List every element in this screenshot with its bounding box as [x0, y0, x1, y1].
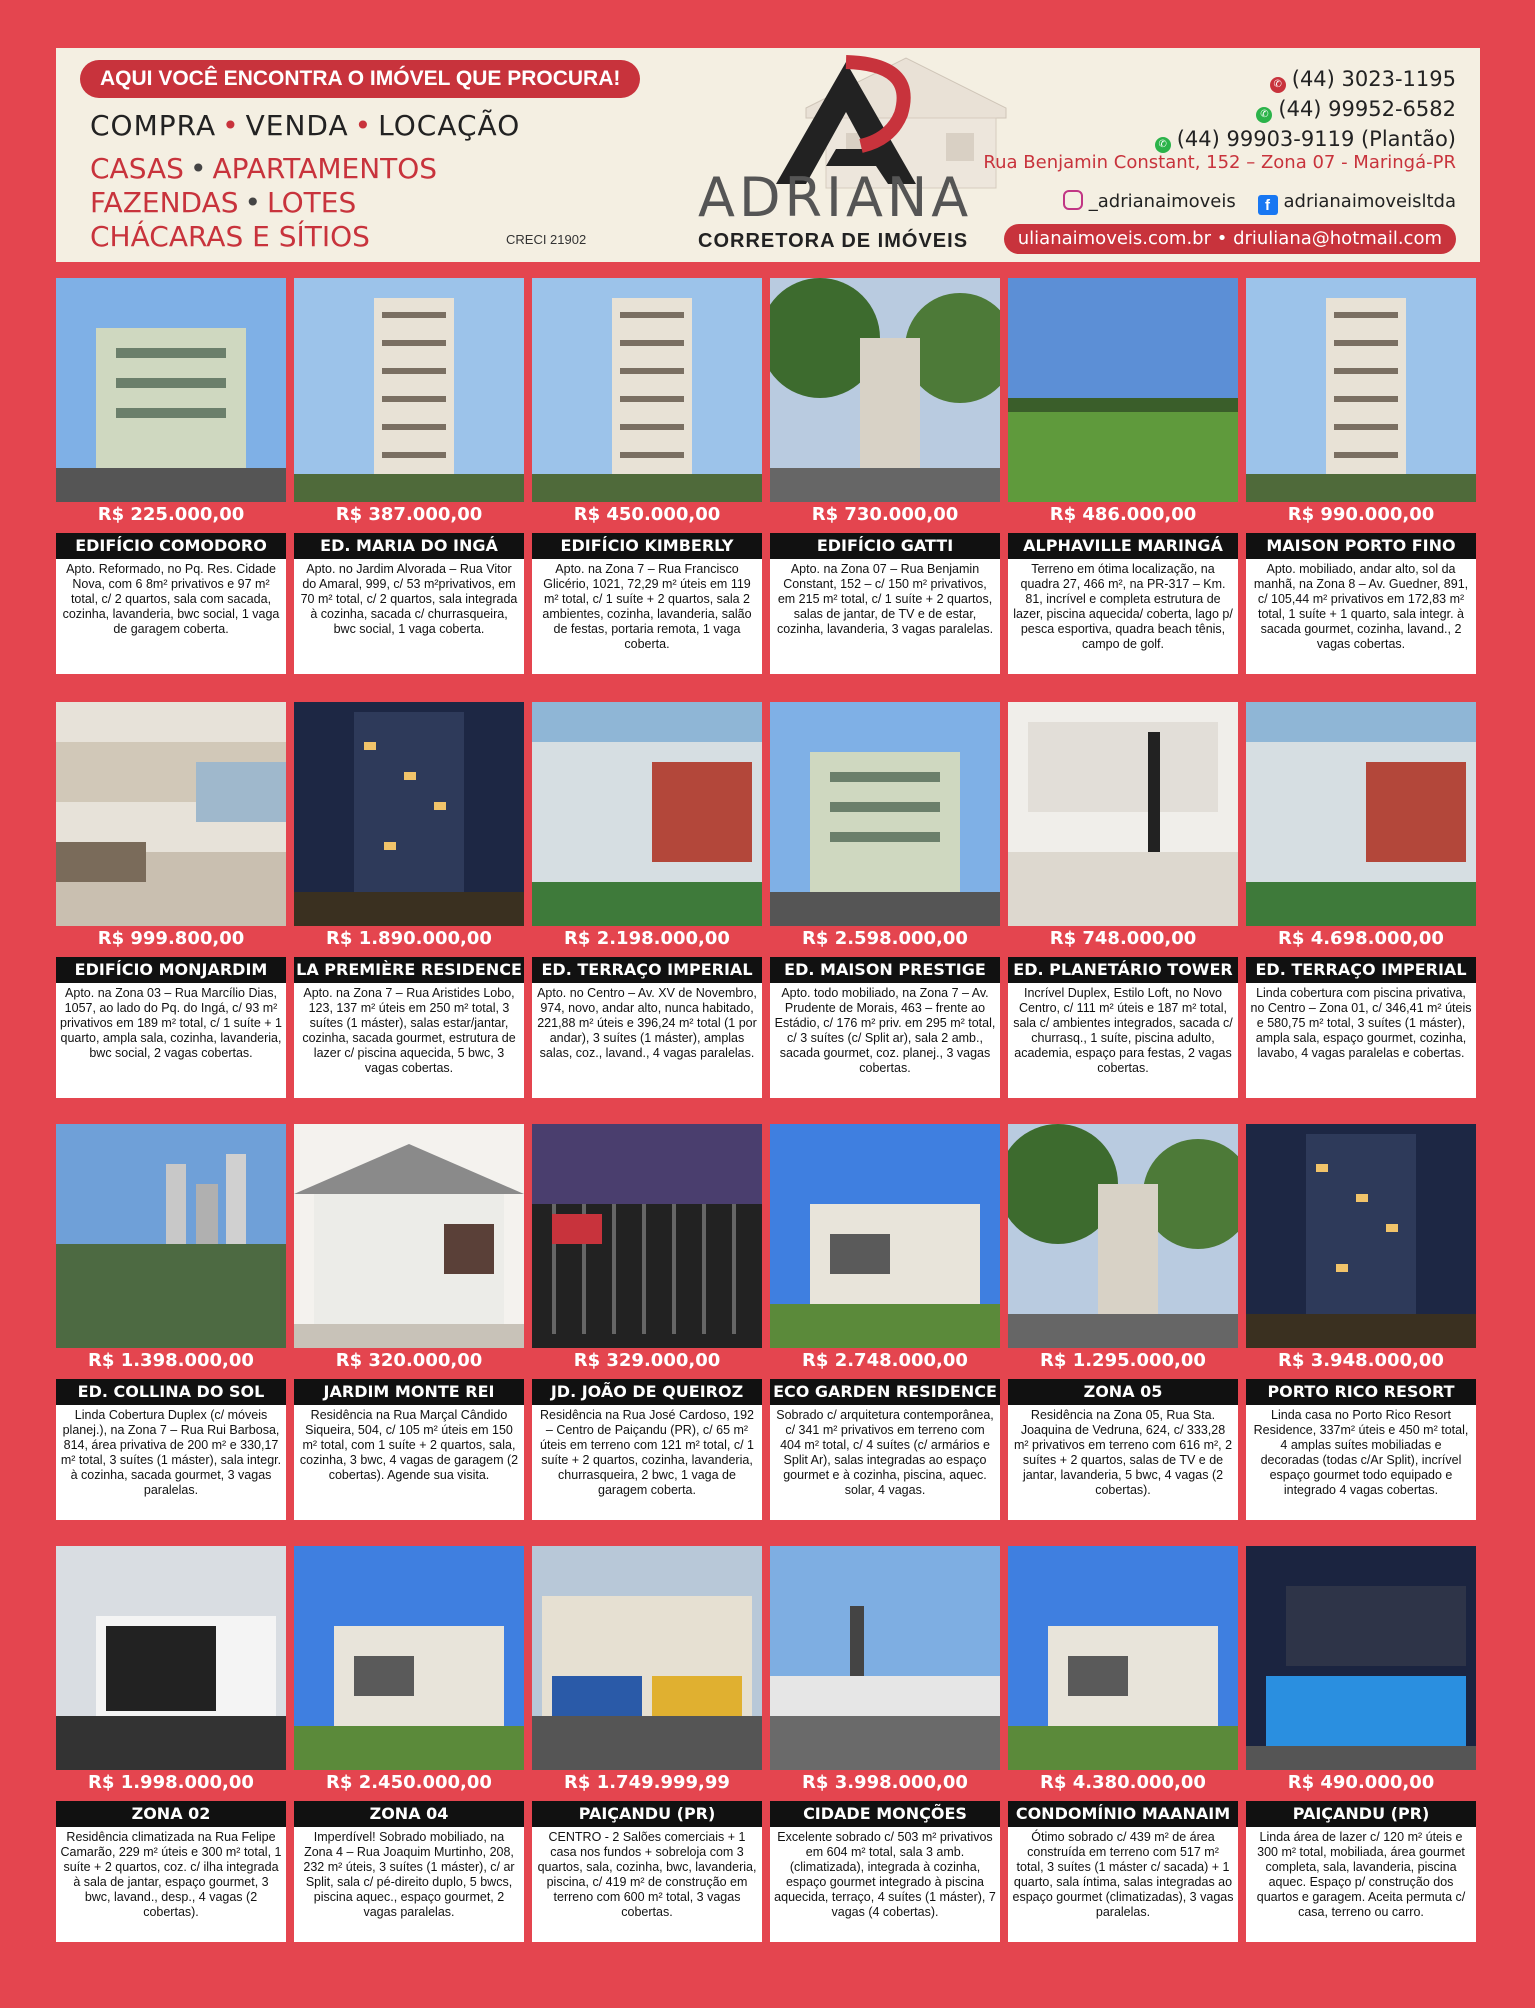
listing-card[interactable]: [1008, 1124, 1238, 1524]
listing-title: ED. MAISON PRESTIGE: [770, 957, 1000, 983]
contact-list: [1155, 64, 1456, 154]
listing-description: Apto. no Centro – Av. XV de Novembro, 974, novo, andar alto, nunca habitado, 221,88 m² úteis e 396,24 m² total (1 por andar), 3 suítes (1 máster), amplas salas, coz., lavand., 4 vagas paralelas.: [532, 983, 762, 1098]
listing-photo: [770, 702, 1000, 926]
listing-description: Linda área de lazer c/ 120 m² úteis e 300 m² total, mobiliada, área gourmet completa, sala, lavanderia, piscina aquec. Espaço p/ construção dos quartos e garagem. Aceita permuta c/ casa, terreno ou carro.: [1246, 1827, 1476, 1942]
instagram-icon: [1063, 190, 1083, 210]
listing-card[interactable]: [532, 702, 762, 1102]
listing-card[interactable]: [294, 1546, 524, 1946]
phone-whatsapp-2[interactable]: ✆ (44) 99903-9119 (Plantão): [1155, 124, 1456, 154]
listing-description: Apto. na Zona 7 – Rua Aristides Lobo, 123, 137 m² úteis em 250 m² total, 3 suítes (1 máster), salas estar/jantar, cozinha, sacada gourmet, estrutura de lazer c/ piscina aquecida, 5 bwc, 3 vagas cobertas.: [294, 983, 524, 1098]
whatsapp-icon: ✆: [1155, 137, 1171, 153]
listing-photo: [532, 1546, 762, 1770]
listing-price: R$ 748.000,00: [1049, 928, 1197, 949]
listing-photo: [294, 1546, 524, 1770]
creci-number: CRECI 21902: [506, 232, 587, 247]
listing-price: R$ 329.000,00: [573, 1350, 721, 1371]
listing-title: ECO GARDEN RESIDENCE: [770, 1379, 1000, 1405]
listing-description: Apto. na Zona 7 – Rua Francisco Glicério, 1021, 72,29 m² úteis em 119 m² total, c/ 1 suíte + 2 quartos, sala 2 ambientes, cozinha, lavanderia, salão de festas, portaria remota, 1 vaga coberta.: [532, 559, 762, 674]
listing-title: EDIFÍCIO MONJARDIM: [56, 957, 286, 983]
listing-photo: [56, 702, 286, 926]
listing-description: Residência na Rua Marçal Cândido Siqueira, 504, c/ 105 m² úteis em 150 m² total, com 1 suíte + 2 quartos, sala, cozinha, 3 bwc, 4 vagas de garagem (2 cobertas). Agende sua visita.: [294, 1405, 524, 1520]
social-links: [1063, 190, 1456, 215]
listing-card[interactable]: [532, 278, 762, 678]
listing-price: R$ 2.450.000,00: [326, 1772, 492, 1793]
listing-description: CENTRO - 2 Salões comerciais + 1 casa nos fundos + sobreloja com 3 quartos, sala, cozinha, bwc, lavanderia, piscina, c/ 419 m² de construção em terreno com 600 m² total, 3 vagas cobertas.: [532, 1827, 762, 1942]
listing-photo: [1246, 278, 1476, 502]
office-address: Rua Benjamin Constant, 152 – Zona 07 - Maringá-PR: [983, 152, 1456, 173]
listing-description: Apto. mobiliado, andar alto, sol da manhã, na Zona 8 – Av. Guedner, 891, c/ 105,44 m² privativos em 172,83 m² total, 1 suíte + 1 quarto, sala integr. à sacada gourmet, cozinha, lavand., 2 vagas cobertas.: [1246, 559, 1476, 674]
listing-card[interactable]: [770, 1546, 1000, 1946]
listing-description: Apto. Reformado, no Pq. Res. Cidade Nova, com 6 8m² privativos e 97 m² total, c/ 2 quartos, sala com sacada, cozinha, lavanderia, bwc social, 1 vaga de garagem coberta.: [56, 559, 286, 674]
listing-price: R$ 4.698.000,00: [1278, 928, 1444, 949]
listing-photo: [1008, 1124, 1238, 1348]
listing-photo: [1008, 1546, 1238, 1770]
listing-price: R$ 450.000,00: [573, 504, 721, 525]
listing-title: JARDIM MONTE REI: [294, 1379, 524, 1405]
listing-title: ALPHAVILLE MARINGÁ: [1008, 533, 1238, 559]
listing-price: R$ 999.800,00: [97, 928, 245, 949]
listing-card[interactable]: [1008, 278, 1238, 678]
listing-description: Imperdível! Sobrado mobiliado, na Zona 4 – Rua Joaquim Murtinho, 208, 232 m² úteis, 3 suítes (1 máster), c/ ar Split, sala c/ pé-direito duplo, 5 bwcs, piscina aquec., espaço gourmet, 2 vagas paralelas.: [294, 1827, 524, 1942]
listing-description: Terreno em ótima localização, na quadra 27, 466 m², na PR-317 – Km. 81, incrível e completa estrutura de lazer, piscina aquecida/ coberta, lago p/ pesca esportiva, quadra beach tênis, campo de golf.: [1008, 559, 1238, 674]
listing-card[interactable]: [770, 1124, 1000, 1524]
listing-card[interactable]: [294, 702, 524, 1102]
listing-photo: [532, 1124, 762, 1348]
type-ranches: CHÁCARAS E SÍTIOS: [90, 220, 370, 253]
listing-title: ED. PLANETÁRIO TOWER: [1008, 957, 1238, 983]
listing-price: R$ 2.198.000,00: [564, 928, 730, 949]
listing-card[interactable]: [294, 1124, 524, 1524]
listing-card[interactable]: [56, 1124, 286, 1524]
listing-price: R$ 1.890.000,00: [326, 928, 492, 949]
listing-title: PAIÇANDU (PR): [532, 1801, 762, 1827]
listing-price: R$ 1.749.999,99: [564, 1772, 730, 1793]
listing-price: R$ 1.295.000,00: [1040, 1350, 1206, 1371]
instagram-handle[interactable]: _adrianaimoveis: [1088, 191, 1236, 212]
listing-description: Residência na Rua José Cardoso, 192 – Centro de Paiçandu (PR), c/ 65 m² úteis em terreno com 121 m² total, c/ 1 suíte + 2 quartos, cozinha, lavanderia, churrasqueira, 2 bwc, 1 vaga de garagem coberta.: [532, 1405, 762, 1520]
listing-description: Linda Cobertura Duplex (c/ móveis planej.), na Zona 7 – Rua Rui Barbosa, 814, área privativa de 200 m² e 330,17 m² total, 3 suítes (1 máster), sala integr. à cozinha, sacada gourmet, 3 vagas paralelas.: [56, 1405, 286, 1520]
listing-card[interactable]: [1246, 702, 1476, 1102]
listing-price: R$ 490.000,00: [1287, 1772, 1435, 1793]
listing-title: EDIFÍCIO COMODORO: [56, 533, 286, 559]
listing-price: R$ 2.748.000,00: [802, 1350, 968, 1371]
listing-card[interactable]: [1246, 278, 1476, 678]
listing-title: CONDOMÍNIO MAANAIM: [1008, 1801, 1238, 1827]
whatsapp-icon: ✆: [1256, 107, 1272, 123]
listing-card[interactable]: [1246, 1546, 1476, 1946]
listing-title: JD. JOÃO DE QUEIROZ: [532, 1379, 762, 1405]
listing-price: R$ 990.000,00: [1287, 504, 1435, 525]
services-line: COMPRA • VENDA • LOCAÇÃO: [90, 109, 521, 142]
listing-title: LA PREMIÈRE RESIDENCE: [294, 957, 524, 983]
listing-title: ED. COLLINA DO SOL: [56, 1379, 286, 1405]
listing-description: Apto. na Zona 07 – Rua Benjamin Constant, 152 – c/ 150 m² privativos, em 215 m² total, c/ 1 suíte + 2 quartos, salas de jantar, de TV e de estar, cozinha, lavanderia, 3 vagas paralelas.: [770, 559, 1000, 674]
phone-whatsapp-1[interactable]: ✆ (44) 99952-6582: [1155, 94, 1456, 124]
listing-description: Excelente sobrado c/ 503 m² privativos em 604 m² total, sala 3 amb. (climatizada), integrada à cozinha, espaço gourmet integrado à piscina aquecida, terraço, 4 suítes (1 máster), 7 vagas (4 cobertas).: [770, 1827, 1000, 1942]
listing-price: R$ 387.000,00: [335, 504, 483, 525]
listing-title: PORTO RICO RESORT: [1246, 1379, 1476, 1405]
listing-title: ZONA 04: [294, 1801, 524, 1827]
listing-card[interactable]: [56, 702, 286, 1102]
listing-photo: [294, 702, 524, 926]
listing-photo: [770, 278, 1000, 502]
header-banner: [56, 48, 1480, 262]
listing-card[interactable]: [532, 1546, 762, 1946]
website-email[interactable]: ulianaimoveis.com.br • driuliana@hotmail.com: [1004, 224, 1456, 254]
listing-price: R$ 486.000,00: [1049, 504, 1197, 525]
listing-description: Ótimo sobrado c/ 439 m² de área construída em terreno com 517 m² total, 3 suítes (1 máster c/ sacada) + 1 quarto, sala íntima, salas integradas ao espaço gourmet (climatizadas), 3 vagas paralelas.: [1008, 1827, 1238, 1942]
phone-landline[interactable]: ✆ (44) 3023-1195: [1155, 64, 1456, 94]
listing-card[interactable]: [1008, 702, 1238, 1102]
listing-description: Incrível Duplex, Estilo Loft, no Novo Centro, c/ 111 m² úteis e 187 m² total, sala c/ ambientes integrados, sacada c/ churrasq., 1 suíte, piscina adulto, academia, espaço para festas, 2 vagas cobertas.: [1008, 983, 1238, 1098]
listing-price: R$ 1.998.000,00: [88, 1772, 254, 1793]
listing-title: EDIFÍCIO KIMBERLY: [532, 533, 762, 559]
listing-title: ED. TERRAÇO IMPERIAL: [1246, 957, 1476, 983]
listing-title: PAIÇANDU (PR): [1246, 1801, 1476, 1827]
listing-photo: [1246, 1124, 1476, 1348]
listing-card[interactable]: [1008, 1546, 1238, 1946]
service-sell: VENDA: [245, 109, 349, 142]
type-apartments: APARTAMENTOS: [212, 152, 438, 185]
listing-card[interactable]: [294, 278, 524, 678]
listing-price: R$ 4.380.000,00: [1040, 1772, 1206, 1793]
listing-card[interactable]: [56, 1546, 286, 1946]
listing-price: R$ 3.948.000,00: [1278, 1350, 1444, 1371]
listing-price: R$ 2.598.000,00: [802, 928, 968, 949]
listing-price: R$ 3.998.000,00: [802, 1772, 968, 1793]
service-rent: LOCAÇÃO: [378, 109, 521, 142]
listing-photo: [1008, 278, 1238, 502]
listing-photo: [532, 702, 762, 926]
listing-description: Linda casa no Porto Rico Resort Residence, 337m² úteis e 450 m² total, 4 amplas suítes mobiliadas e decoradas (todas c/Ar Split), incrível espaço gourmet todo equipado e integrado 4 vagas cobertas.: [1246, 1405, 1476, 1520]
listing-price: R$ 320.000,00: [335, 1350, 483, 1371]
listing-photo: [294, 1124, 524, 1348]
tagline-badge: AQUI VOCÊ ENCONTRA O IMÓVEL QUE PROCURA!: [80, 60, 640, 98]
listing-card[interactable]: [770, 278, 1000, 678]
listing-title: ED. MARIA DO INGÁ: [294, 533, 524, 559]
listing-photo: [56, 1546, 286, 1770]
listing-title: ZONA 02: [56, 1801, 286, 1827]
listing-price: R$ 730.000,00: [811, 504, 959, 525]
type-lots: LOTES: [267, 186, 357, 219]
type-farms: FAZENDAS: [90, 186, 239, 219]
brand-name: ADRIANA: [698, 166, 973, 229]
listing-description: Sobrado c/ arquitetura contemporânea, c/ 341 m² privativos em terreno com 404 m² total, c/ 4 suítes (c/ armários e Split Ar), salas integradas ao espaço gourmet e à cozinha, piscina, aquec. solar, 4 vagas.: [770, 1405, 1000, 1520]
listing-title: ZONA 05: [1008, 1379, 1238, 1405]
listing-photo: [1008, 702, 1238, 926]
listing-photo: [770, 1124, 1000, 1348]
listing-photo: [1246, 1546, 1476, 1770]
property-types: CASAS • APARTAMENTOS FAZENDAS • LOTES CHÁCARAS E SÍTIOS: [90, 152, 438, 253]
listing-photo: [56, 1124, 286, 1348]
listing-title: MAISON PORTO FINO: [1246, 533, 1476, 559]
listing-photo: [56, 278, 286, 502]
listing-card[interactable]: [56, 278, 286, 678]
listing-title: ED. TERRAÇO IMPERIAL: [532, 957, 762, 983]
listing-card[interactable]: [1246, 1124, 1476, 1524]
type-houses: CASAS: [90, 152, 184, 185]
phone-icon: ✆: [1270, 77, 1286, 93]
listing-description: Apto. na Zona 03 – Rua Marcílio Dias, 1057, ao lado do Pq. do Ingá, c/ 93 m² privativos em 189 m² total, c/ 1 suíte + 1 quarto, ampla sala, cozinha, lavanderia, bwc social, 2 vagas cobertas.: [56, 983, 286, 1098]
listing-description: Residência climatizada na Rua Felipe Camarão, 229 m² úteis e 300 m² total, 1 suíte + 2 quartos, coz. c/ ilha integrada à sala de jantar, espaço gourmet, 3 bwc, lavand., desp., 4 vagas (2 cobertas).: [56, 1827, 286, 1942]
facebook-icon: f: [1258, 195, 1278, 215]
listing-photo: [770, 1546, 1000, 1770]
listing-title: CIDADE MONÇÕES: [770, 1801, 1000, 1827]
listing-title: EDIFÍCIO GATTI: [770, 533, 1000, 559]
listing-description: Linda cobertura com piscina privativa, no Centro – Zona 01, c/ 346,41 m² úteis e 580,75 m² total, 3 suítes (1 máster), ampla sala, espaço gourmet, cozinha, lavabo, 4 vagas paralelas e cobertas.: [1246, 983, 1476, 1098]
listing-card[interactable]: [532, 1124, 762, 1524]
brand-subtitle: CORRETORA DE IMÓVEIS: [698, 230, 969, 252]
listing-photo: [294, 278, 524, 502]
listing-card[interactable]: [770, 702, 1000, 1102]
listing-description: Residência na Zona 05, Rua Sta. Joaquina de Vedruna, 624, c/ 333,28 m² privativos em terreno com 616 m², 2 suítes + 2 quartos, salas de TV e de jantar, lavanderia, 5 bwc, 4 vagas (2 cobertas).: [1008, 1405, 1238, 1520]
listing-price: R$ 1.398.000,00: [88, 1350, 254, 1371]
facebook-handle[interactable]: adrianaimoveisltda: [1283, 191, 1456, 212]
listing-photo: [1246, 702, 1476, 926]
service-buy: COMPRA: [90, 109, 217, 142]
listing-price: R$ 225.000,00: [97, 504, 245, 525]
listing-description: Apto. todo mobiliado, na Zona 7 – Av. Prudente de Morais, 463 – frente ao Estádio, c/ 176 m² priv. em 295 m² total, c/ 3 suítes (c/ Split ar), sala 2 amb., sacada gourmet, coz. planej., 3 vagas cobertas.: [770, 983, 1000, 1098]
listing-photo: [532, 278, 762, 502]
listing-description: Apto. no Jardim Alvorada – Rua Vitor do Amaral, 999, c/ 53 m²privativos, em 70 m² total, c/ 2 quartos, sala integrada à cozinha, sacada c/ churrasqueira, bwc social, 1 vaga coberta.: [294, 559, 524, 674]
